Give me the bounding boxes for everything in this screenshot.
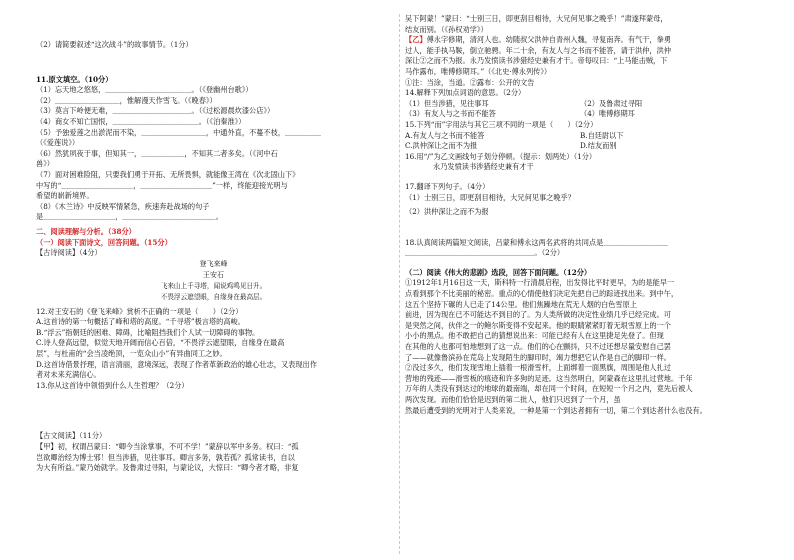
q14-title: 14.解释下列加点词语的意思。（2分） xyxy=(405,88,526,98)
notes: ①注：当涂，当道。②露布：公开的文告 xyxy=(405,77,535,87)
q14-row xyxy=(405,109,763,120)
q12-line: 者对未来充满信心。 xyxy=(36,370,101,380)
q12-line: C.诗人登高远望，似觉天地开阔而信心百倍，“不畏浮云遮望眼，自缘身在最高 xyxy=(36,338,285,348)
q11-line: 中写的“＿＿＿＿＿＿＿＿＿＿，＿＿＿＿＿＿＿＿＿＿”一样，终能迎接光明与 xyxy=(36,180,288,190)
poem-line: 不畏浮云遮望眼，自缘身在最高层。 xyxy=(160,292,267,301)
q17-item: （2）洪仲深让之而不为报 xyxy=(405,207,489,217)
q13: 13.你从这首诗中领悟到什么人生哲理？（2分） xyxy=(36,380,189,390)
q11-line: （6）然犹夙夜于事，但知其一，＿＿＿＿＿＿，不知其二者多矣。（《河中石 xyxy=(36,148,278,158)
q15-option-b: B.自廷尉以下 xyxy=(580,130,624,140)
section-two-title: （二）阅读《伟大的悲剧》选段，回答下面问题。（12分） xyxy=(405,267,592,277)
q18-end: ＿＿＿＿＿＿＿＿＿＿＿＿＿＿＿＿＿＿。（2分） xyxy=(405,248,565,258)
q12-line: B.“浮云”指朝廷的困难、障碍，比喻阻挡我们个人试一切障碍的事物。 xyxy=(36,327,260,337)
prose-continued: 结友而别。（《孙权劝学》） xyxy=(405,24,488,34)
yi-passage-line xyxy=(405,35,763,46)
q11-line: （7）面对困难险阻，只要我们勇于开拓、无所畏惧，就能像王湾在《次北固山下》 xyxy=(36,169,300,179)
prose-label: 【古文阅读】（11分） xyxy=(36,431,107,441)
yi-label: 【乙】 xyxy=(405,35,427,45)
q11-line: （8）《木兰诗》中反映军情紧急，疾速奔赴战场的句子 xyxy=(36,201,210,211)
q15-title: 15.下列“而”字用法与其它三项不同的一项是（ ）（2分） xyxy=(405,119,598,129)
q-battle: （2）请简要叙述“这次战斗”的故事情节。（1分） xyxy=(36,40,193,49)
q12-line: D.这首诗借景抒理，语言清丽，意境深远，表现了作者革新政治的雄心壮志，又表现出作 xyxy=(36,359,317,369)
q17-item: （1）士别三日，即更刮目相待，大兄何见事之晚乎？ xyxy=(405,192,575,202)
q14-item: （2）及鲁肃过寻阳 xyxy=(580,98,643,108)
q15-row xyxy=(405,141,763,152)
q11-line: （《爱莲说》） xyxy=(36,138,80,148)
q14-item: （4）唯傅修期耳 xyxy=(580,109,635,119)
poem-title: 登飞来峰 xyxy=(199,259,228,268)
q11-title: 11.原文填空。（10分） xyxy=(36,74,113,84)
section2-title: 二、阅读理解与分析。（38分） xyxy=(36,226,136,236)
q14-row xyxy=(405,99,763,110)
article-line: 是突然之间，伙伴之一的鲍尔斯变得不安起来。他的眼睛紧紧盯着无垠雪原上的一个 xyxy=(405,320,671,330)
article-line: 然最后遭受到的光明对于人类来说，一种是第一个到达者拥有一切，第二个到达者什么也没有。 xyxy=(405,405,707,415)
q11-line: （2）＿＿＿＿＿＿＿＿＿，惟解漫天作雪飞。（《晚春》） xyxy=(36,95,217,105)
yi-passage-line: 深让②之而不为报。永乃发愤读书涉猎经史兼有才干。帝每叹曰：“上马能击贼，下 xyxy=(405,56,668,66)
article-line: 小小的黑点。他不敢把自己的猜想说出来：可能已经有人在这里捷足先登了。但现 xyxy=(405,331,664,341)
prose-line: 为大有所益。”蒙乃始就学。及鲁肃过寻阳，与蒙论议，大惊曰：“卿今者才略，非复 xyxy=(36,463,299,473)
q15-row xyxy=(405,131,763,142)
poem-line: 飞来山上千寻塔，闻说鸡鸣见日升。 xyxy=(160,281,267,290)
poem-author: 王安石 xyxy=(203,270,224,279)
q18-title: 18.认真阅读两篇短文阅读，吕蒙和傅永这两名武将的共同点是＿＿＿＿＿＿＿＿＿ xyxy=(405,237,668,247)
article-line: 营地的残迹——滑雪板的痕迹和许多狗的足迹。这当然明白，阿蒙森在这里扎过营地。千年 xyxy=(405,373,693,383)
article-line: ①1912年1月16日这一天，斯科特一行清晨启程，出发得比平时更早，为的是能早一 xyxy=(405,278,675,288)
left-column xyxy=(36,40,391,474)
article-line: 在其他的人也都可怕地想到了这一点。他们的心在颤抖，只不过还想尽量安慰自己罢 xyxy=(405,342,671,352)
article-line: 这五个坚持下碾的人已走了14公里。他们焦躁地在荒无人烟的白色雪原上 xyxy=(405,299,637,309)
article-line: 两次发现。而他们恰恰是迟到的第二批人，他们只迟到了一个月，虽 xyxy=(405,395,621,404)
prose-line: 【甲】初，权谓吕蒙曰：“卿今当涂掌事，不可不学！”蒙辞以军中多务。权曰：“孤 xyxy=(36,442,299,452)
q14-item: （1）但当涉猎，见往事耳 xyxy=(405,98,489,108)
article-line: ②没过多久，他们发现雪地上插着一根滑雪杆，上面绑着一面黑旗，周围是他人扎过 xyxy=(405,363,671,373)
q11-line: （3）莫言下岭便无难，＿＿＿＿＿＿＿＿＿＿＿。（《过松源晨炊漆公店》） xyxy=(36,106,275,116)
q15-option-c: C.洪仲深让之而不为报 xyxy=(405,141,478,151)
article-line: 万年的人类没有到达过的地球的最南端，却在同一个时间，在短短一个月之内，竟先后被人 xyxy=(405,384,693,394)
yi-passage-line: 过人，能手执马鞍，倒立驰骋。年二十余，有友人与之书而不能答，请于洪仲，洪仲 xyxy=(405,45,671,55)
article-line: 点看到那个不比美丽的秘密。重点的心情使他们决定先把自己的踪迹找出来。到中午， xyxy=(405,289,679,299)
poem-label: 【古诗阅读】（4分） xyxy=(36,248,102,258)
prose-continued: 吴下阿蒙！”蒙曰：“士别三日，即更刮目相待，大兄何见事之晚乎！”肃遂拜蒙母， xyxy=(405,14,668,23)
prose-line: 岂欲卿治经为博士邪！但当涉猎，见往事耳。卿言多务，孰若孤？孤常读书，自以 xyxy=(36,452,295,462)
q16-title: 16.用“/”为乙文画线句子划分停顿。（提示：划两处）（1分） xyxy=(405,151,597,161)
right-column xyxy=(405,14,763,416)
column-divider xyxy=(399,14,400,554)
q11-line: 希望的崭新境界。 xyxy=(36,191,94,201)
q14-item: （3）有友人与之书而不能答 xyxy=(405,109,496,119)
q17-title: 17.翻译下列句子。（4分） xyxy=(405,181,490,191)
yi-text: 傅永字修期，清河人也。幼随叔父洪仲自青州入魏，寻复南奔。有气干，拳勇 xyxy=(426,35,671,45)
q12-line: 12.对王安石的《登飞来峰》赏析不正确的一项是（ ）（2分） xyxy=(36,306,243,316)
q11-line: （1）忘天地之悠悠，＿＿＿＿＿＿＿＿＿＿＿＿。（《登幽州台歌》） xyxy=(36,85,253,95)
article-line: 了——就像鲁滨孙在荒岛上发现陌生的脚印时，竭力想把它认作是自己的脚印一样。 xyxy=(405,352,671,362)
q11-line: （5）予独爱莲之出淤泥而不染，＿＿＿＿＿＿＿＿＿，中通外直，不蔓不枝，＿＿＿＿＿ xyxy=(36,127,321,137)
q12-line: 层”，与杜甫的“会当凌绝顶，一览众山小”有异曲同工之妙。 xyxy=(36,349,227,359)
q15-option-a: A.有友人与之书而不能答 xyxy=(405,130,485,140)
q16-text: 永乃发愤读书涉猎经史兼有才干 xyxy=(433,162,534,172)
q11-line: （4）商女不知亡国恨，＿＿＿＿＿＿＿＿＿＿＿＿。（《泊秦淮》） xyxy=(36,116,246,126)
q12-line: A.这首诗的第一句概括了峰和塔的高度。“千寻塔”极言塔的高峻。 xyxy=(36,317,245,327)
yi-passage-line: 马作露布，唯傅修期耳。”（《北史·傅永列传》） xyxy=(405,66,552,76)
section2-subtitle: （一）阅读下面诗文，回答问题。（15分） xyxy=(36,237,172,247)
q11-line: 是＿＿＿＿＿＿＿＿＿＿，＿＿＿＿＿＿＿＿＿＿＿＿＿。 xyxy=(36,212,223,222)
article-line: 前进，因为现在已不可能达不到目的了。为人类所做的决定性业绩几乎已经完成。可 xyxy=(405,310,671,320)
q15-option-d: D.结友而别 xyxy=(580,141,617,151)
q11-line: 兽》） xyxy=(36,159,54,169)
